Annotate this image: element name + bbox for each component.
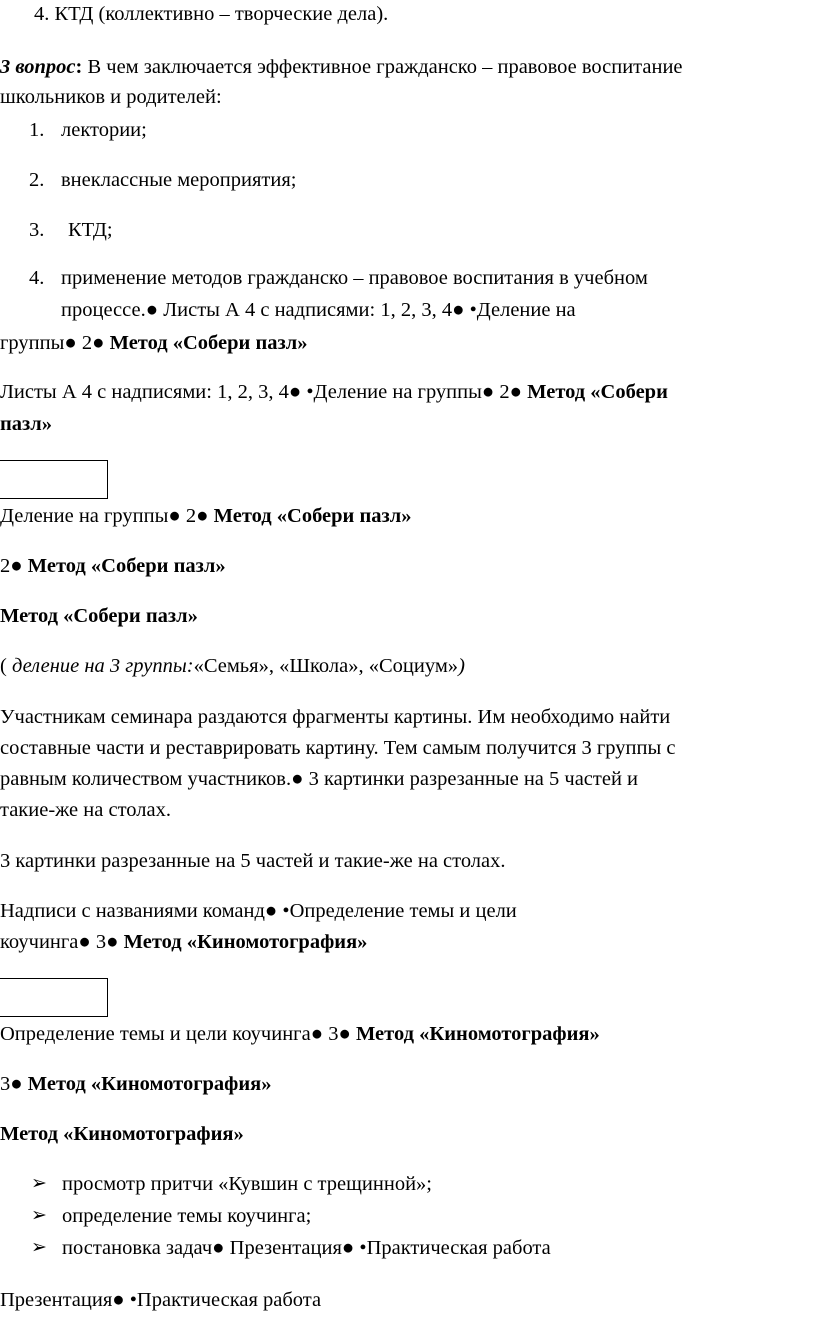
sheets-line-1 — [0, 382, 668, 403]
note-open: ( — [0, 655, 12, 677]
list-continuation: процессе.● Листы А 4 с надписями: 1, 2, 3, 4● •Деление на — [61, 299, 576, 321]
two-method-line — [0, 556, 226, 577]
division-line-text: Деление на группы● 2● — [0, 505, 214, 527]
captions-line-text: коучинга● 3● — [0, 931, 124, 953]
list-number: 4. — [29, 267, 45, 289]
participants-line: такие-же на столах. — [0, 799, 171, 821]
three-method-line — [0, 1074, 272, 1095]
list-number: 1. — [29, 119, 45, 141]
pictures-line: 3 картинки разрезанные на 5 частей и такие-же на столах. — [0, 850, 506, 872]
list-text: КТД; — [68, 219, 113, 241]
arrow-bullet-icon: ➢ — [31, 1172, 47, 1194]
list-item — [29, 220, 113, 241]
sheets-line-text: Листы А 4 с надписями: 1, 2, 3, 4● •Деление на группы● 2● — [0, 381, 528, 403]
participants-line: равным количеством участников.● 3 картинки разрезанные на 5 частей и — [0, 768, 639, 790]
list-number: 2. — [29, 169, 45, 191]
two-method-text: 2● — [0, 555, 28, 577]
note-italic: деление на 3 группы: — [11, 655, 194, 677]
bullet-item — [31, 1206, 311, 1227]
empty-frame — [0, 978, 108, 1017]
captions-line-method: Метод «Киномотография» — [123, 931, 368, 953]
definition-line — [0, 1024, 600, 1045]
sheets-line-2: пазл» — [0, 413, 53, 435]
three-method-text: 3● — [0, 1073, 28, 1095]
note-groups: «Семья», «Школа», «Социум» — [193, 655, 459, 677]
division-line — [0, 506, 412, 527]
list-item — [29, 120, 147, 141]
question-line-1 — [0, 57, 683, 78]
question-line-2: школьников и родителей: — [0, 86, 222, 108]
bullet-text: определение темы коучинга; — [62, 1205, 312, 1227]
arrow-bullet-icon: ➢ — [31, 1236, 47, 1258]
participants-line: Участникам семинара раздаются фрагменты картины. Им необходимо найти — [0, 706, 671, 728]
top-item: 4. КТД (коллективно – творческие дела). — [34, 3, 389, 25]
bullet-text: постановка задач● Презентация● •Практическая работа — [62, 1237, 551, 1259]
groups-line-text: группы● 2● — [0, 332, 110, 354]
method-cinema-heading: Метод «Киномотография» — [0, 1123, 244, 1145]
question-label: 3 вопрос — [0, 56, 76, 78]
bullet-item — [31, 1238, 551, 1259]
division-line-method: Метод «Собери пазл» — [213, 505, 412, 527]
bullet-text: просмотр притчи «Кувшин с трещинной»; — [62, 1173, 432, 1195]
groups-line — [0, 333, 308, 354]
note-close: ) — [458, 655, 465, 677]
participants-line: составные части и реставрировать картину. Тем самым получится 3 группы с — [0, 737, 676, 759]
captions-line-2 — [0, 932, 367, 953]
method-puzzle-heading: Метод «Собери пазл» — [0, 605, 198, 627]
list-number: 3. — [29, 219, 45, 241]
groups-line-method: Метод «Собери пазл» — [109, 332, 308, 354]
division-note — [0, 656, 465, 677]
question-text: В чем заключается эффективное гражданско – правовое воспитание — [82, 56, 683, 78]
three-method-method: Метод «Киномотография» — [27, 1073, 272, 1095]
list-text: лектории; — [61, 119, 147, 141]
definition-line-text: Определение темы и цели коучинга● 3● — [0, 1023, 356, 1045]
arrow-bullet-icon: ➢ — [31, 1204, 47, 1226]
list-text: внеклассные мероприятия; — [61, 169, 297, 191]
list-item — [29, 170, 296, 191]
sheets-line-method: Метод «Собери — [527, 381, 668, 403]
empty-frame — [0, 460, 108, 499]
bullet-item — [31, 1174, 432, 1195]
list-item — [29, 268, 648, 289]
final-line: Презентация● •Практическая работа — [0, 1289, 322, 1311]
definition-line-method: Метод «Киномотография» — [355, 1023, 600, 1045]
question-colon: : — [75, 56, 83, 78]
captions-line-1: Надписи с названиями команд● •Определение темы и цели — [0, 900, 517, 922]
two-method-method: Метод «Собери пазл» — [27, 555, 226, 577]
list-text: применение методов гражданско – правовое воспитания в учебном — [61, 267, 648, 289]
